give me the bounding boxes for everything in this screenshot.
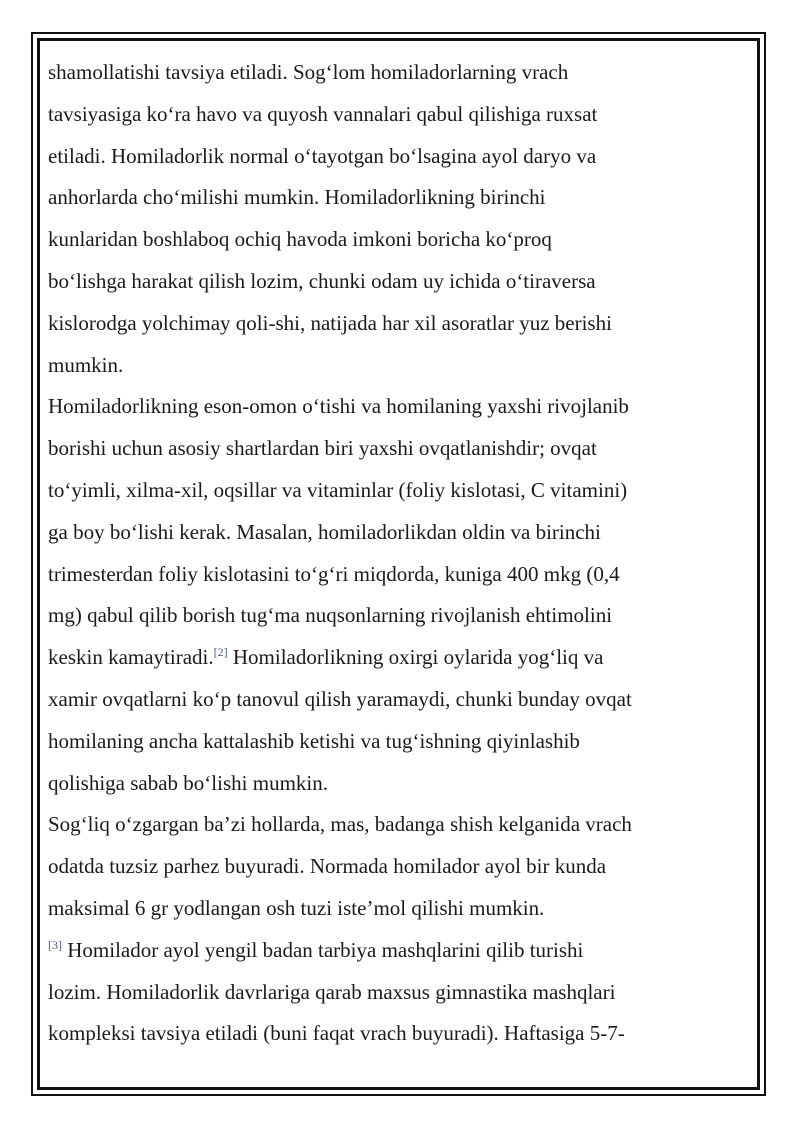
text-line: anhorlarda cho‘milishi mumkin. Homiladorlikning birinchi: [48, 185, 546, 210]
text-line: mg) qabul qilib borish tug‘ma nuqsonlarning rivojlanish ehtimolini: [48, 603, 613, 628]
text-line: kompleksi tavsiya etiladi (buni faqat vrach buyuradi). Haftasiga 5-7-: [48, 1021, 625, 1046]
text-line: ga boy bo‘lishi kerak. Masalan, homiladorlikdan oldin va birinchi: [48, 519, 601, 544]
paragraph-exercise: [48, 930, 728, 1055]
document-body: [48, 52, 728, 1055]
text-line: tavsiyasiga ko‘ra havo va quyosh vannalari qabul qilishiga ruxsat: [48, 101, 598, 126]
text-line: xamir ovqatlarni ko‘p tanovul qilish yaramaydi, chunki bunday ovqat: [48, 686, 632, 711]
text-line: kislorodga yolchimay qoli-shi, natijada har xil asoratlar yuz berishi: [48, 310, 612, 335]
text-line: maksimal 6 gr yodlangan osh tuzi iste’mol qilishi mumkin.: [48, 895, 545, 920]
text-line: odatda tuzsiz parhez buyuradi. Normada homilador ayol bir kunda: [48, 854, 607, 879]
paragraph-ventilation: [48, 52, 728, 386]
text-line-with-reference: [48, 637, 728, 679]
text-line: shamollatishi tavsiya etiladi. Sog‘lom homiladorlarning vrach: [48, 60, 569, 84]
text-line: homilaning ancha kattalashib ketishi va tug‘ishning qiyinlashib: [48, 728, 580, 753]
paragraph-nutrition: [48, 386, 728, 804]
text-line: borishi uchun asosiy shartlardan biri yaxshi ovqatlanishdir; ovqat: [48, 436, 597, 461]
text-line: Homiladorlikning eson-omon o‘tishi va homilaning yaxshi rivojlanib: [48, 394, 629, 419]
text-line: lozim. Homiladorlik davrlariga qarab maxsus gimnastika mashqlari: [48, 979, 616, 1004]
text-line: etiladi. Homiladorlik normal o‘tayotgan bo‘lsagina ayol daryo va: [48, 143, 597, 168]
text-line: mumkin.: [48, 352, 124, 377]
text-fragment: Homiladorlikning oxirgi oylarida yog‘liq va: [227, 645, 604, 670]
text-fragment: Homilador ayol yengil badan tarbiya mashqlarini qilib turishi: [62, 937, 584, 962]
text-line: kunlaridan boshlaboq ochiq havoda imkoni boricha ko‘proq: [48, 227, 552, 252]
text-line: trimesterdan foliy kislotasini to‘g‘ri miqdorda, kuniga 400 mkg (0,4: [48, 561, 620, 586]
text-fragment: keskin kamaytiradi.: [48, 645, 214, 670]
footnote-reference-2[interactable]: [2]: [213, 645, 228, 660]
text-line-with-reference: [48, 930, 728, 972]
footnote-reference-3[interactable]: [3]: [48, 937, 62, 952]
paragraph-diet: [48, 804, 728, 929]
text-line: bo‘lishga harakat qilish lozim, chunki odam uy ichida o‘tiraversa: [48, 268, 596, 293]
text-line: Sog‘liq o‘zgargan ba’zi hollarda, mas, badanga shish kelganida vrach: [48, 812, 632, 837]
text-line: qolishiga sabab bo‘lishi mumkin.: [48, 770, 328, 795]
text-line: to‘yimli, xilma-xil, oqsillar va vitaminlar (foliy kislotasi, C vitamini): [48, 477, 628, 502]
